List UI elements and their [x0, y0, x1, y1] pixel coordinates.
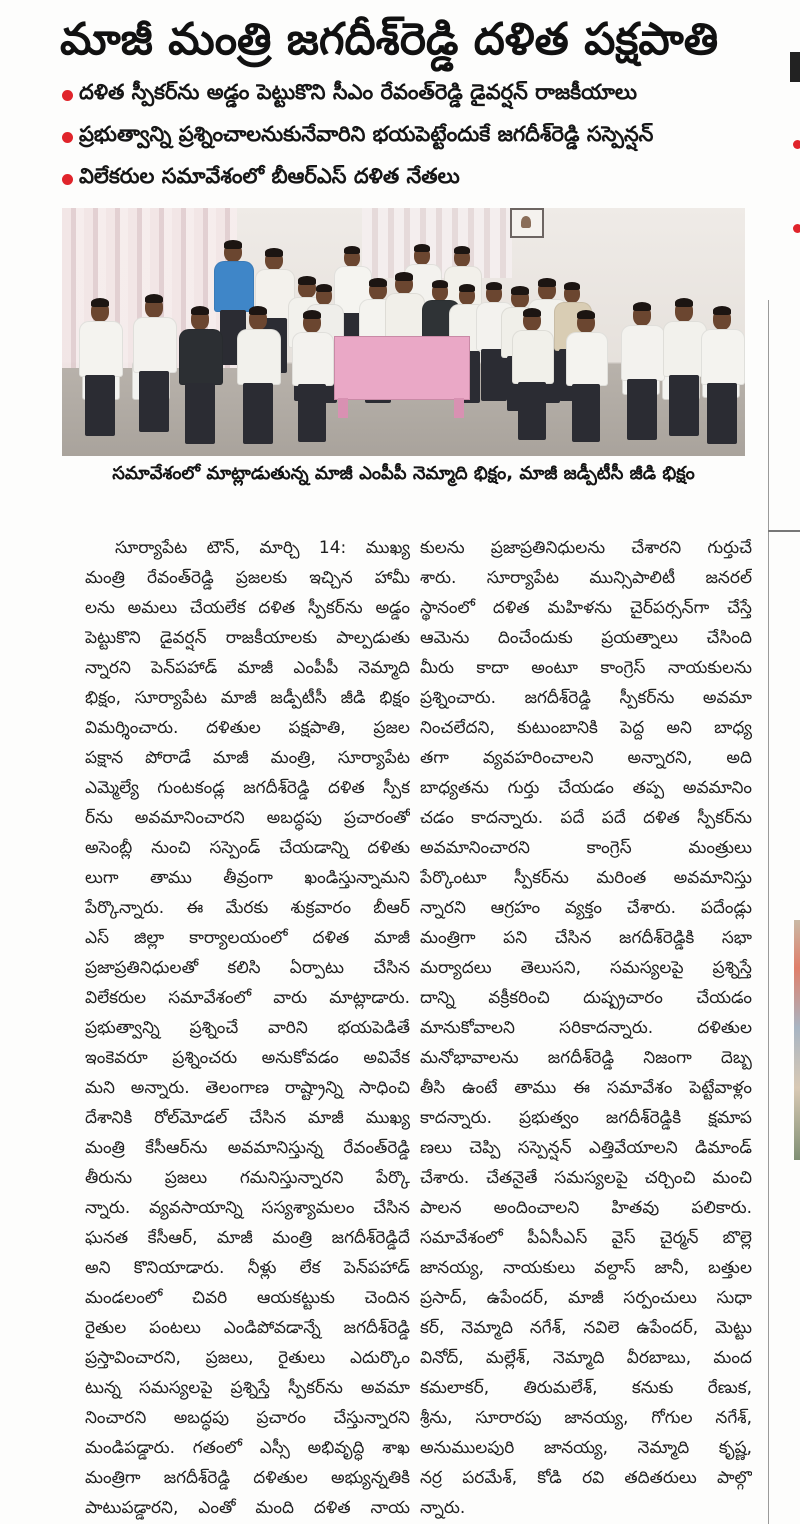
adjacent-article-headline-fragment: [790, 52, 800, 82]
person-hair: [713, 306, 732, 315]
person-hair: [303, 310, 321, 319]
person-figure: [663, 300, 705, 434]
article-headline: మాజీ మంత్రి జగదీశ్‌రెడ్డి దళిత పక్షపాతి: [60, 14, 719, 65]
body-text-line: తీరును ప్రజలు గమనిస్తున్నారని పేర్కొ: [85, 1168, 410, 1188]
body-text-line: న్నారని ఆగ్రహం వ్యక్తం చేశారు. పదేండ్లు: [420, 898, 752, 918]
body-text-line: ప్రశ్నించారు. జగదీశ్‌రెడ్డి స్పీకర్‌ను అవమా: [420, 688, 752, 708]
person-hair: [265, 248, 282, 257]
body-column-right: [420, 533, 752, 1523]
body-text-line: బాధ్యతను గుర్తు చేయడం తప్ప అవమానిం: [420, 778, 752, 798]
body-text-line: న్నారు.: [420, 1498, 466, 1518]
person-trousers: [85, 375, 114, 436]
body-text-line: దేశానికి రోల్‌మోడల్ చేసిన మాజీ ముఖ్య: [85, 1108, 410, 1128]
person-hair: [414, 244, 430, 252]
body-text-line: ప్రజాప్రతినిధులతో కలిసి ఏర్పాటు చేసిన: [85, 958, 410, 978]
body-text-line: మండిపడ్డారు. గతంలో ఎస్సీ అభివృద్ధి శాఖ: [85, 1438, 410, 1458]
person-hair: [633, 302, 652, 311]
person-trousers: [298, 384, 326, 442]
body-text-line: మంత్రిగా జగదీశ్‌రెడ్డి దళితుల అభ్యున్నతికి: [85, 1468, 410, 1488]
body-text-line: అవమానించారని కాంగ్రెస్ మంత్రులు: [420, 838, 752, 858]
body-text-line: ఎస్ జిల్లా కార్యాలయంలో దళిత మాజీ: [85, 928, 410, 948]
body-text-line: తగా వ్యవహరించాలని అన్నారని, అది: [420, 748, 752, 768]
highlight-item: [62, 116, 752, 158]
body-text-line: మంత్రి కేసీఆర్‌ను అవమానిస్తున్న రేవంత్‌రెడ్డి: [85, 1138, 410, 1158]
body-text-line: ఘనత కేసీఆర్, మాజీ మంత్రి జగదీశ్‌రెడ్డిదే: [85, 1228, 410, 1248]
body-text-line: కాదన్నారు. ప్రభుత్వం జగదీశ్‌రెడ్డికి క్షమాప: [420, 1108, 752, 1128]
person-trousers: [139, 371, 168, 432]
body-text-line: పాలన అందించాలని హితవు పలికారు.: [420, 1198, 752, 1218]
body-text-line: ఆమెను దించేందుకు ప్రయత్నాలు చేసింది: [420, 628, 752, 648]
body-text-line: నించారని అబద్ధపు ప్రచారం చేస్తున్నారని: [85, 1408, 410, 1428]
person-hair: [191, 306, 210, 315]
person-hair: [316, 284, 332, 292]
person-hair: [145, 294, 164, 303]
person-trousers: [572, 384, 600, 442]
person-hair: [298, 276, 315, 285]
body-text-line: మీరు కాదా అంటూ కాంగ్రెస్ నాయకులను: [420, 658, 752, 678]
body-text-line: సూర్యాపేట టౌన్‌, మార్చి 14: ముఖ్య: [115, 538, 410, 558]
person-hair: [369, 278, 386, 287]
body-text-line: ఇంకెవరూ ప్రశ్నించరు అనుకోవడం అవివేక: [85, 1048, 410, 1068]
person-figure: [621, 304, 663, 438]
person-hair: [564, 282, 580, 290]
pink-table: [334, 336, 470, 400]
person-hair: [432, 280, 448, 288]
body-text-line: తీసి ఉంటే తాము ఈ సమావేశం పెట్టేవాళ్లం: [420, 1078, 752, 1098]
body-text-line: న్నారని పెన్‌పహాడ్ మాజీ ఎంపీపీ నెమ్మాది: [85, 658, 410, 678]
person-shirt: [292, 332, 334, 386]
person-shirt: [237, 329, 281, 386]
person-shirt: [133, 317, 177, 374]
person-hair: [395, 272, 412, 281]
body-text-line: ప్రస్తావించారని, ప్రజలు, రైతులు ఎదుర్కొం: [85, 1348, 410, 1368]
person-figure: [179, 308, 221, 442]
person-trousers: [707, 383, 736, 444]
body-text-line: శ్రీను, సూరారపు జానయ్య, గోగుల నగేశ్,: [420, 1408, 752, 1428]
body-text-line: ర్‌ను అవమానించారని అబద్ధపు ప్రచారంతో: [85, 808, 410, 828]
person-figure: [701, 308, 743, 442]
person-hair: [91, 298, 110, 307]
body-text-line: మండలంలో చివరి ఆయకట్టుకు చెందిన: [85, 1288, 410, 1308]
person-hair: [511, 286, 528, 295]
body-text-line: చడం కాదన్నారు. పదే పదే దళిత స్పీకర్‌ను: [420, 808, 752, 828]
body-text-line: మానుకోవాలని సరికాదన్నారు. దళితుల: [420, 1018, 752, 1038]
body-text-line: రైతుల పంటలు ఎండిపోవడాన్నే జగదీశ్‌రెడ్డి: [85, 1318, 410, 1338]
person-hair: [675, 298, 694, 307]
body-text-line: మంత్రి రేవంత్‌రెడ్డి ప్రజలకు ఇచ్చిన హామీ: [85, 568, 410, 588]
body-text-line: విలేకరుల సమావేశంలో వారు మాట్లాడారు.: [85, 988, 410, 1008]
person-figure: [237, 308, 279, 442]
body-text-line: న్నారు. వ్యవసాయాన్ని సస్యశ్యామలం చేసిన: [85, 1198, 410, 1218]
body-text-line: పక్షాన పోరాడే మాజీ మంత్రి, సూర్యాపేట: [85, 748, 410, 768]
body-text-line: ఎమ్మెల్యే గుంటకండ్ల జగదీశ్‌రెడ్డి దళిత స్పీక: [85, 778, 410, 798]
body-text-line: అనుములపురి జానయ్య, నెమ్మాది కృష్ణ,: [420, 1438, 752, 1458]
body-text-line: మంత్రిగా పని చేసిన జగదీశ్‌రెడ్డికి సభా: [420, 928, 752, 948]
photo-caption: సమావేశంలో మాట్లాడుతున్న మాజీ ఎంపీపీ నెమ్మాది భిక్షం, మాజీ జడ్పీటీసీ జీడి భిక్షం: [112, 463, 695, 484]
body-text-line: దాన్ని వక్రీకరించి దుష్ప్రచారం చేయడం: [420, 988, 752, 1008]
body-text-line: అసెంబ్లీ నుంచి సస్పెండ్ చేయడాన్ని దళితు: [85, 838, 410, 858]
person-trousers: [518, 382, 546, 440]
body-text-line: మని అన్నారు. తెలంగాణ రాష్ట్రాన్ని సాధించి: [85, 1078, 410, 1098]
body-text-line: నర్ర పరమేశ్, కోడి రవి తదితరులు పాల్గొ: [420, 1468, 752, 1488]
body-text-line: భిక్షం, సూర్యాపేట మాజీ జడ్పీటీసీ జీడి భిక్షం: [85, 688, 410, 708]
body-text-line: శారు. సూర్యాపేట మున్సిపాలిటీ జనరల్: [420, 568, 752, 588]
highlight-text: దళిత స్పీకర్‌ను అడ్డం పెట్టుకొని సీఎం రేవంత్‌రెడ్డి డైవర్షన్ రాజకీయాలు: [79, 80, 638, 104]
highlight-text: విలేకరుల సమావేశంలో బీఆర్ఎస్ దళిత నేతలు: [79, 164, 460, 188]
person-hair: [249, 306, 268, 315]
body-text-line: లుగా తాము తీవ్రంగా ఖండిస్తున్నామని: [85, 868, 410, 888]
body-text-line: సమావేశంలో పీఏసీఎస్ వైస్ చైర్మన్ బొల్లె: [420, 1228, 752, 1248]
body-text-line: ణలు చెప్పి సస్పెన్షన్ ఎత్తివేయాలని డిమాండ్: [420, 1138, 752, 1158]
person-hair: [454, 246, 470, 254]
person-figure: [133, 296, 175, 430]
adjacent-article-photo-fragment: [794, 920, 800, 1160]
person-figure: [512, 310, 552, 438]
body-text-line: పాటుపడ్డారని, ఎంతో మంది దళిత నాయ: [85, 1498, 410, 1518]
adjacent-bullet-dot-icon: [793, 224, 800, 233]
body-text-line: జానయ్య, నాయకులు వల్దాస్ జానీ, బత్తుల: [420, 1258, 752, 1278]
body-text-line: లను అమలు చేయలేక దళిత స్పీకర్‌ను అడ్డం: [85, 598, 410, 618]
person-shirt: [214, 261, 254, 312]
bullet-dot-icon: [62, 90, 73, 101]
body-text-line: ప్రసాద్, ఉపేందర్, మాజీ సర్పంచులు సుధా: [420, 1288, 752, 1308]
body-text-line: అని కొనియాడారు. నీళ్లు లేక పెన్‌పహాడ్: [85, 1258, 410, 1278]
person-shirt: [621, 325, 665, 382]
body-text-line: స్థానంలో దళిత మహిళను చైర్‌పర్సన్‌గా చేస్తే: [420, 598, 752, 618]
body-text-line: పెట్టుకొని డైవర్షన్ రాజకీయాలకు పాల్పడుతు: [85, 628, 410, 648]
person-hair: [344, 246, 360, 254]
adjacent-bullet-dot-icon: [793, 140, 800, 149]
body-column-left: [85, 533, 410, 1523]
person-shirt: [79, 321, 123, 378]
person-figure: [566, 312, 606, 440]
person-shirt: [512, 330, 554, 384]
body-text-line: కర్, నెమ్మాది నగేశ్, నవిలె ఉపేందర్, మెట్టు: [420, 1318, 752, 1338]
person-shirt: [179, 329, 223, 386]
person-hair: [577, 310, 595, 319]
body-text-line: చేశారు. చేతనైతే సమస్యలపై చర్చించి మంచి: [420, 1168, 752, 1188]
highlight-item: [62, 74, 752, 116]
body-text-line: కమలాకర్, తిరుమలేశ్, కనుకు రేణుక,: [420, 1378, 752, 1398]
body-text-line: మనోభావాలను జగదీశ్‌రెడ్డి నిజంగా దెబ్బ: [420, 1048, 752, 1068]
body-text-line: వినోద్, మల్లేశ్, నెమ్మాది వీరబాబు, మంద: [420, 1348, 752, 1368]
body-text-line: నించలేదని, కుటుంబానికి పెద్ద అని బాధ్య: [420, 718, 752, 738]
body-text-line: విమర్శించారు. దళితుల పక్షపాతి, ప్రజల: [85, 718, 410, 738]
body-text-line: కులను ప్రజాప్రతినిధులను చేశారని గుర్తుచే: [420, 538, 752, 558]
body-text-line: టున్న సమస్యలపై ప్రశ్నిస్తే స్పీకర్‌ను అవమా: [85, 1378, 410, 1398]
person-hair: [224, 240, 241, 249]
table-leg: [338, 398, 348, 418]
bullet-dot-icon: [62, 132, 73, 143]
person-shirt: [701, 329, 745, 386]
person-hair: [486, 282, 502, 290]
body-text-line: పేర్కొన్నారు. ఈ మేరకు శుక్రవారం బీఆర్: [85, 898, 410, 918]
person-shirt: [566, 332, 608, 386]
person-hair: [523, 308, 541, 317]
body-text-line: పేర్కొంటూ స్పీకర్‌ను మరింత అవమానిస్తు: [420, 868, 752, 888]
wall-portrait: [510, 208, 544, 238]
highlight-bullets: [62, 74, 752, 200]
press-meet-photo: [62, 208, 745, 456]
person-hair: [459, 284, 475, 292]
person-figure: [292, 312, 332, 440]
person-hair: [538, 278, 555, 287]
table-leg: [454, 398, 464, 418]
bullet-dot-icon: [62, 174, 73, 185]
person-figure: [79, 300, 121, 434]
body-text-line: మర్యాదలు తెలుసని, సమస్యలపై ప్రశ్నిస్తే: [420, 958, 752, 978]
adjacent-article-divider: [768, 530, 800, 532]
highlight-item: [62, 158, 752, 200]
person-trousers: [185, 383, 214, 444]
column-divider: [768, 300, 769, 1524]
person-trousers: [627, 379, 656, 440]
person-trousers: [243, 383, 272, 444]
person-trousers: [669, 375, 698, 436]
highlight-text: ప్రభుత్వాన్ని ప్రశ్నించాలనుకునేవారిని భయపెట్టేందుకే జగదీశ్‌రెడ్డి సస్పెన్షన్: [79, 122, 654, 146]
body-text-line: ప్రభుత్వాన్ని ప్రశ్నించే వారిని భయపెడితే: [85, 1018, 410, 1038]
